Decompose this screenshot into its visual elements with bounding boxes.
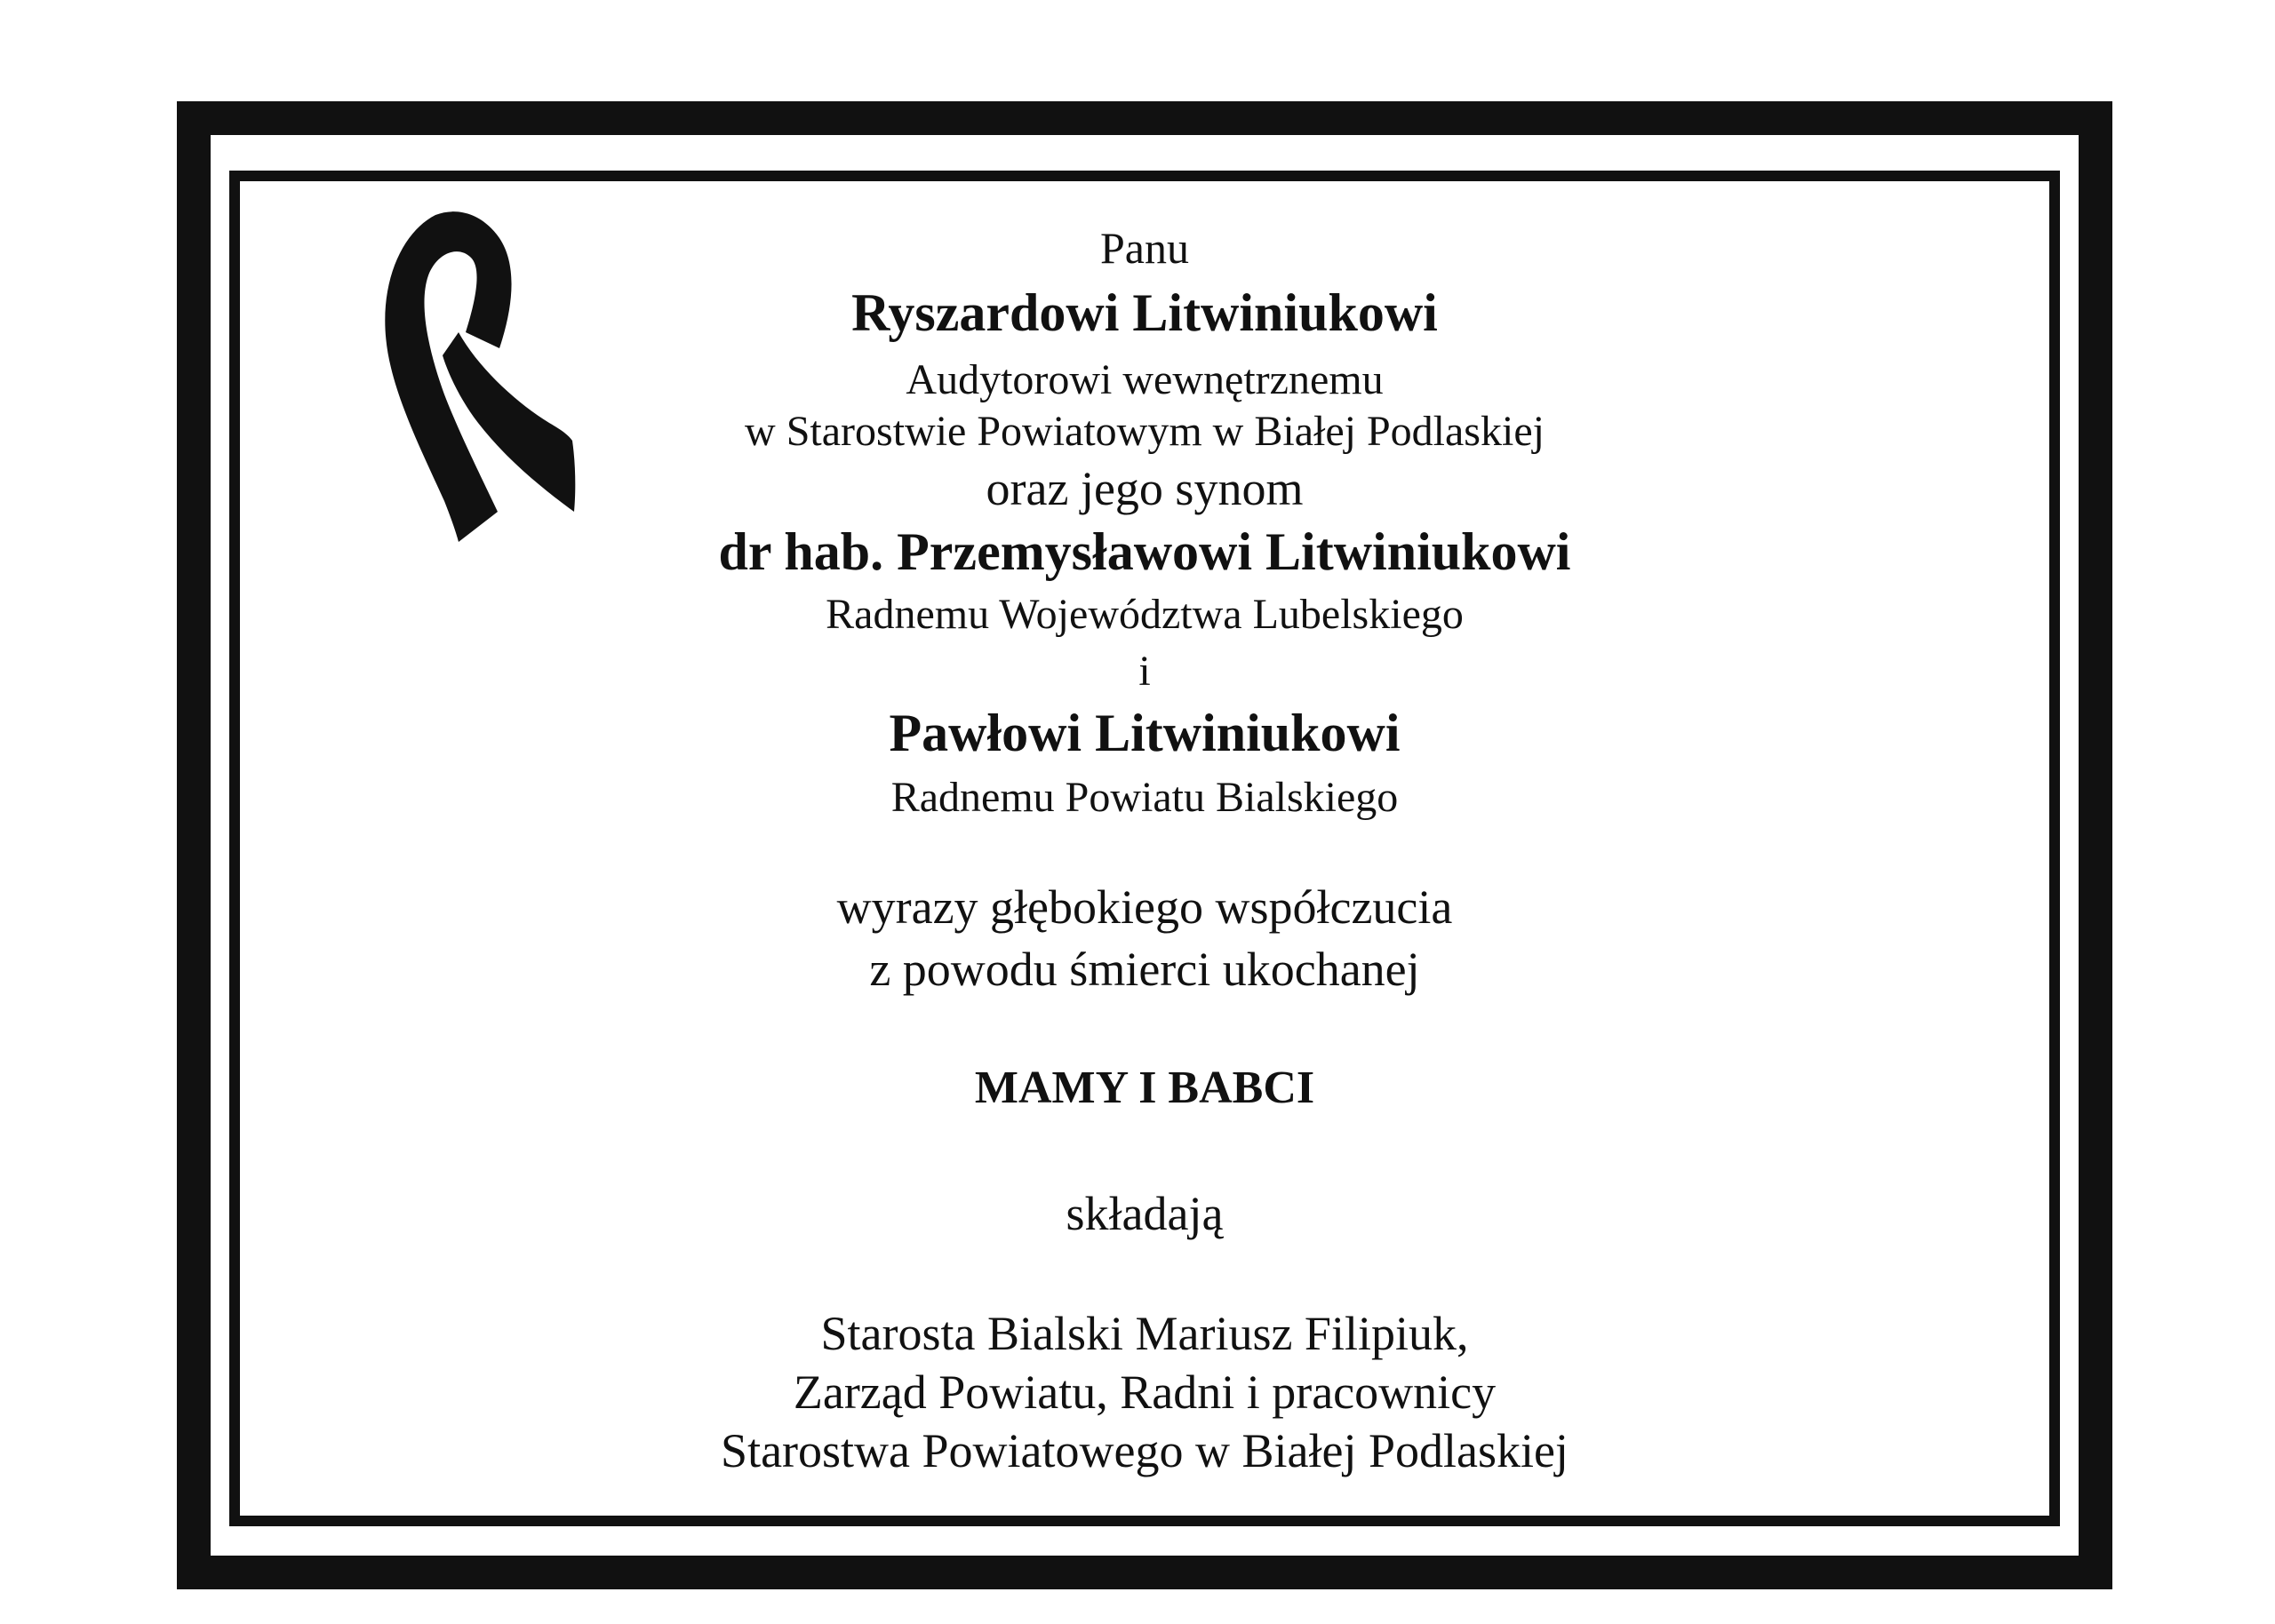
salutation: Panu (1100, 223, 1189, 273)
deceased-title: MAMY I BABCI (974, 1063, 1315, 1113)
senders-line-1: Starosta Bialski Mariusz Filipiuk, (820, 1307, 1469, 1360)
recipient3-role: Radnemu Powiatu Bialskiego (890, 774, 1399, 821)
message-line-2: z powodu śmierci ukochanej (869, 943, 1420, 996)
senders-verb: składają (1066, 1187, 1224, 1240)
connector-sons: oraz jego synom (986, 462, 1304, 515)
recipient1-place: w Starostwie Powiatowym w Białej Podlaskiej (745, 408, 1545, 455)
recipient2-name: dr hab. Przemysławowi Litwiniukowi (718, 522, 1571, 581)
recipient1-name: Ryszardowi Litwiniukowi (851, 283, 1438, 342)
senders-line-2: Zarząd Powiatu, Radni i pracownicy (793, 1365, 1497, 1419)
senders-line-3: Starostwa Powiatowego w Białej Podlaskiej (721, 1424, 1569, 1477)
recipient2-role: Radnemu Województwa Lubelskiego (826, 591, 1464, 638)
recipient3-name: Pawłowi Litwiniukowi (889, 704, 1401, 762)
message-line-1: wyrazy głębokiego współczucia (836, 880, 1453, 934)
connector-and: i (1138, 648, 1151, 695)
recipient1-role: Audytorowi wewnętrznemu (906, 356, 1384, 403)
